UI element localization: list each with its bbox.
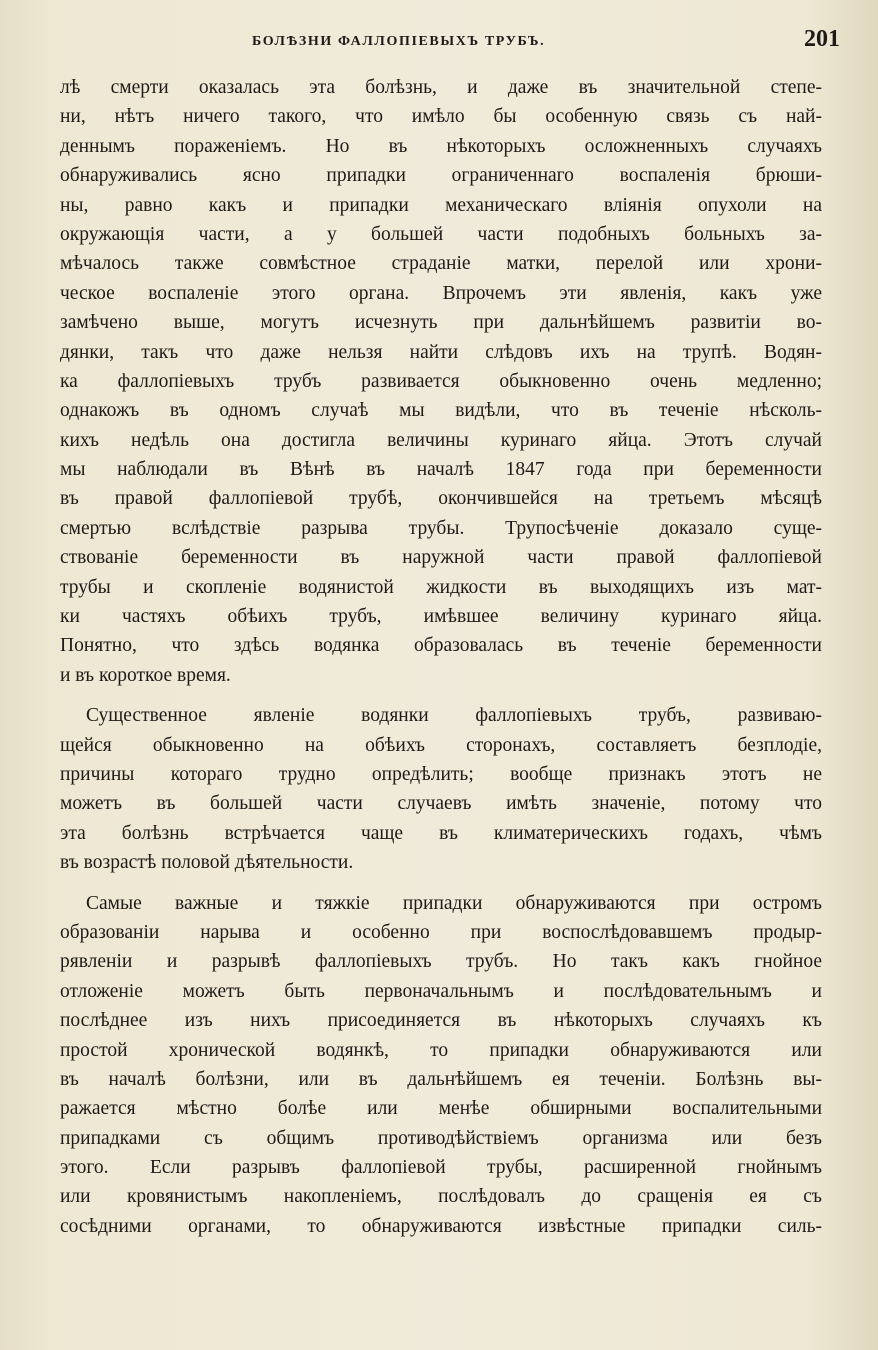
text-line: припадками съ общимъ противодѣйствіемъ организма или безъ: [60, 1127, 822, 1149]
text-line: ческое воспаленіе этого органа. Впрочемъ эти явленія, какъ уже: [60, 282, 822, 304]
text-line: смертью вслѣдствіе разрыва трубы. Трупосѣченіе доказало суще-: [60, 517, 822, 539]
text-line: замѣчено выше, могутъ исчезнуть при дальнѣйшемъ развитіи во-: [60, 312, 822, 334]
text-line: деннымъ пораженіемъ. Но въ нѣкоторыхъ осложненныхъ случаяхъ: [60, 135, 822, 157]
paragraph: [60, 889, 822, 1242]
text-line: Понятно, что здѣсь водянка образовалась въ теченіе беременности: [60, 635, 822, 657]
text-line: въ началѣ болѣзни, или въ дальнѣйшемъ ея теченіи. Болѣзнь вы-: [60, 1068, 822, 1090]
text-line: мѣчалось также совмѣстное страданіе матки, перелой или хрони-: [60, 253, 822, 275]
text-line: отложеніе можетъ быть первоначальнымъ и послѣдовательнымъ и: [60, 980, 822, 1002]
text-line: мы наблюдали въ Вѣнѣ въ началѣ 1847 года при беременности: [60, 459, 822, 481]
text-line: или кровянистымъ накопленіемъ, послѣдовалъ до сращенія ея съ: [60, 1186, 822, 1208]
text-line: ствованіе беременности въ наружной части правой фаллопіевой: [60, 547, 822, 569]
text-line: ны, равно какъ и припадки механическаго вліянія опухоли на: [60, 194, 822, 216]
text-line: кихъ недѣль она достигла величины куринаго яйца. Этотъ случай: [60, 429, 822, 451]
paragraph: [60, 701, 822, 877]
text-line: причины котораго трудно опредѣлить; вообще признакъ этотъ не: [60, 763, 822, 785]
text-line: ни, нѣтъ ничего такого, что имѣло бы особенную связь съ най-: [60, 106, 822, 128]
text-line: образованіи нарыва и особенно при воспослѣдовавшемъ продыр-: [60, 921, 822, 943]
text-line: эта болѣзнь встрѣчается чаще въ климатерическихъ годахъ, чѣмъ: [60, 822, 822, 844]
text-line: окружающія части, а у большей части подобныхъ больныхъ за-: [60, 223, 822, 245]
text-line: можетъ въ большей части случаевъ имѣть значеніе, потому что: [60, 793, 822, 815]
paragraph: [60, 73, 822, 690]
text-line: трубы и скопленіе водянистой жидкости въ выходящихъ изъ мат-: [60, 576, 822, 598]
text-line: въ правой фаллопіевой трубѣ, окончившейся на третьемъ мѣсяцѣ: [60, 488, 822, 510]
text-line: ки частяхъ обѣихъ трубъ, имѣвшее величину куринаго яйца.: [60, 606, 822, 628]
text-line: и въ короткое время.: [60, 664, 231, 686]
running-head: [60, 28, 840, 58]
body-text: [60, 73, 822, 1252]
text-line: обнаруживались ясно припадки ограниченнаго воспаленія брюши-: [60, 165, 822, 187]
running-title: БОЛѢЗНИ ФАЛЛОПІЕВЫХЪ ТРУБЪ.: [252, 34, 546, 49]
text-line: Существенное явленіе водянки фаллопіевыхъ трубъ, развиваю-: [86, 705, 822, 727]
text-line: дянки, такъ что даже нельзя найти слѣдовъ ихъ на трупѣ. Водян-: [60, 341, 822, 363]
text-line: рявленіи и разрывѣ фаллопіевыхъ трубъ. Но такъ какъ гнойное: [60, 951, 822, 973]
text-line: послѣднее изъ нихъ присоединяется въ нѣкоторыхъ случаяхъ къ: [60, 1010, 822, 1032]
text-line: этого. Если разрывъ фаллопіевой трубы, расширенной гнойнымъ: [60, 1157, 822, 1179]
text-line: лѣ смерти оказалась эта болѣзнь, и даже въ значительной степе-: [60, 77, 822, 98]
text-line: въ возрастѣ половой дѣятельности.: [60, 852, 354, 874]
text-line: ка фаллопіевыхъ трубъ развивается обыкновенно очень медленно;: [60, 370, 822, 392]
text-line: однакожъ въ одномъ случаѣ мы видѣли, что въ теченіе нѣсколь-: [60, 400, 822, 422]
text-line: сосѣдними органами, то обнаруживаются извѣстные припадки силь-: [60, 1215, 822, 1237]
text-line: простой хронической водянкѣ, то припадки обнаруживаются или: [60, 1039, 822, 1061]
text-line: ражается мѣстно болѣе или менѣе обширными воспалительными: [60, 1098, 822, 1120]
page-number: 201: [804, 26, 840, 52]
text-line: щейся обыкновенно на обѣихъ сторонахъ, составляетъ безплодіе,: [60, 734, 822, 756]
text-line: Самые важные и тяжкіе припадки обнаруживаются при остромъ: [86, 892, 822, 914]
